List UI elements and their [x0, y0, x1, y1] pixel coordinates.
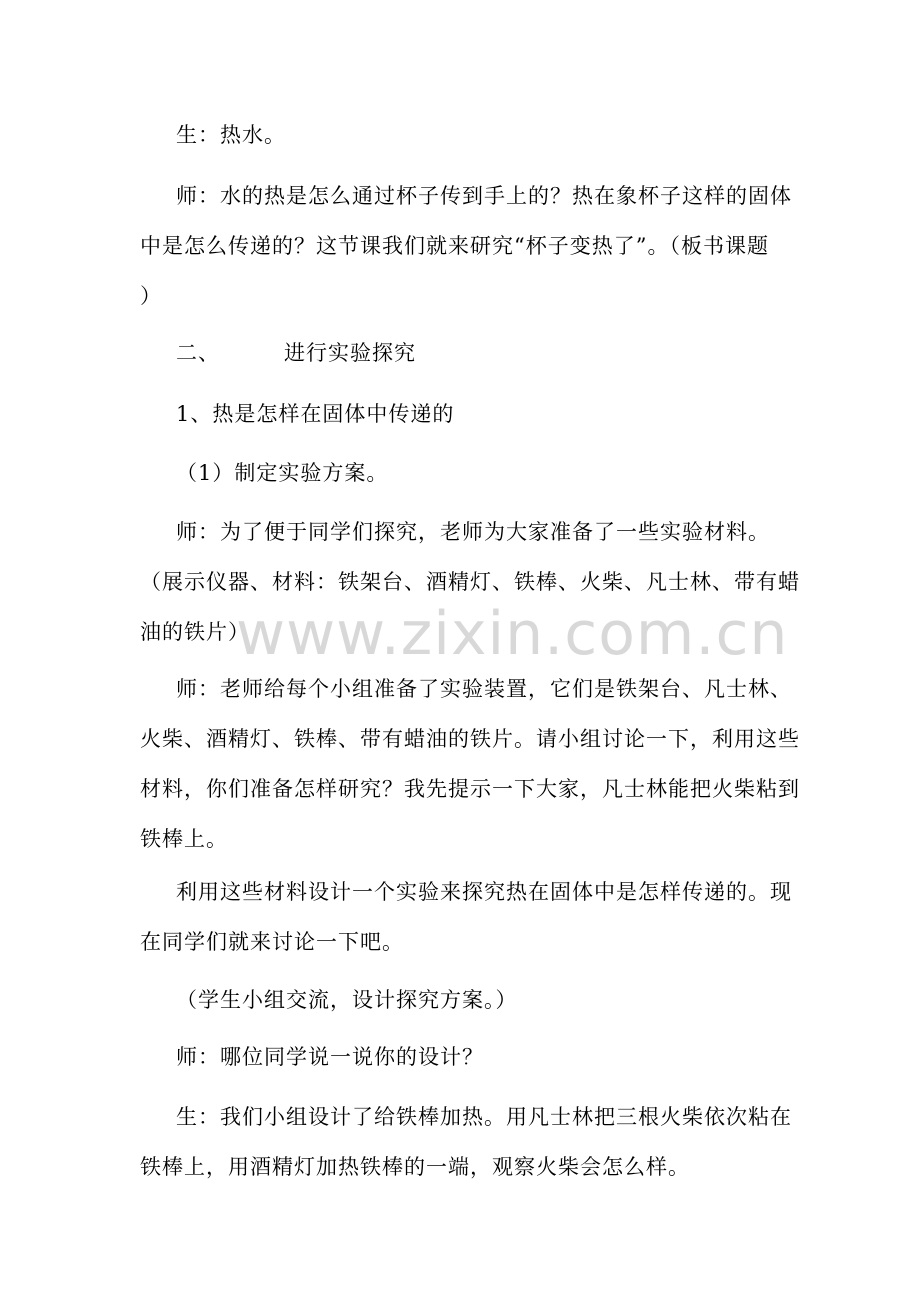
text-line: 油的铁片） — [140, 620, 250, 644]
text-line: ） — [140, 284, 162, 308]
text-line: 铁棒上，用酒精灯加热铁棒的一端，观察火柴会怎么样。 — [140, 1155, 690, 1179]
paragraph — [140, 975, 790, 1025]
text-line: 生：我们小组设计了给铁棒加热。用凡士林把三根火柴依次粘在 — [176, 1105, 792, 1129]
text-line: 火柴、酒精灯、铁棒、带有蜡油的铁片。请小组讨论一下，利用这些 — [140, 727, 800, 751]
text-line: 1、热是怎样在固体中传递的 — [176, 402, 455, 426]
text-line: 生：热水。 — [176, 123, 286, 147]
text-line: 师：水的热是怎么通过杯子传到手上的？热在象杯子这样的固体 — [176, 184, 792, 208]
paragraph — [140, 664, 800, 864]
paragraph — [140, 448, 790, 498]
paragraph — [140, 507, 800, 657]
text-line — [140, 328, 790, 378]
text-line: （1）制定实验方案。 — [176, 461, 389, 485]
paragraph — [140, 171, 790, 321]
text-line: 师：为了便于同学们探究，老师为大家准备了一些实验材料。 — [176, 520, 770, 544]
section-heading — [140, 328, 790, 378]
section-number: 二、 — [176, 341, 220, 365]
text-line: （学生小组交流，设计探究方案。） — [176, 988, 518, 1012]
paragraph — [140, 110, 790, 160]
text-line: 利用这些材料设计一个实验来探究热在固体中是怎样传递的。现 — [176, 880, 792, 904]
section-title: 进行实验探究 — [284, 341, 416, 365]
watermark: www.zixin.com.cn — [236, 599, 789, 669]
paragraph — [140, 1032, 790, 1082]
paragraph — [140, 389, 790, 439]
text-line: 在同学们就来讨论一下吧。 — [140, 930, 404, 954]
text-line: 师：哪位同学说一说你的设计？ — [176, 1045, 484, 1069]
text-line: 材料，你们准备怎样研究？我先提示一下大家，凡士林能把火柴粘到 — [140, 777, 800, 801]
text-line: 中是怎么传递的？这节课我们就来研究“杯子变热了”。（板书课题 — [140, 234, 769, 258]
text-line: 师：老师给每个小组准备了实验装置，它们是铁架台、凡士林、 — [176, 677, 792, 701]
paragraph — [140, 867, 790, 967]
paragraph — [140, 1092, 790, 1192]
text-line: （展示仪器、材料：铁架台、酒精灯、铁棒、火柴、凡士林、带有蜡 — [140, 570, 800, 594]
text-line: 铁棒上。 — [140, 827, 228, 851]
